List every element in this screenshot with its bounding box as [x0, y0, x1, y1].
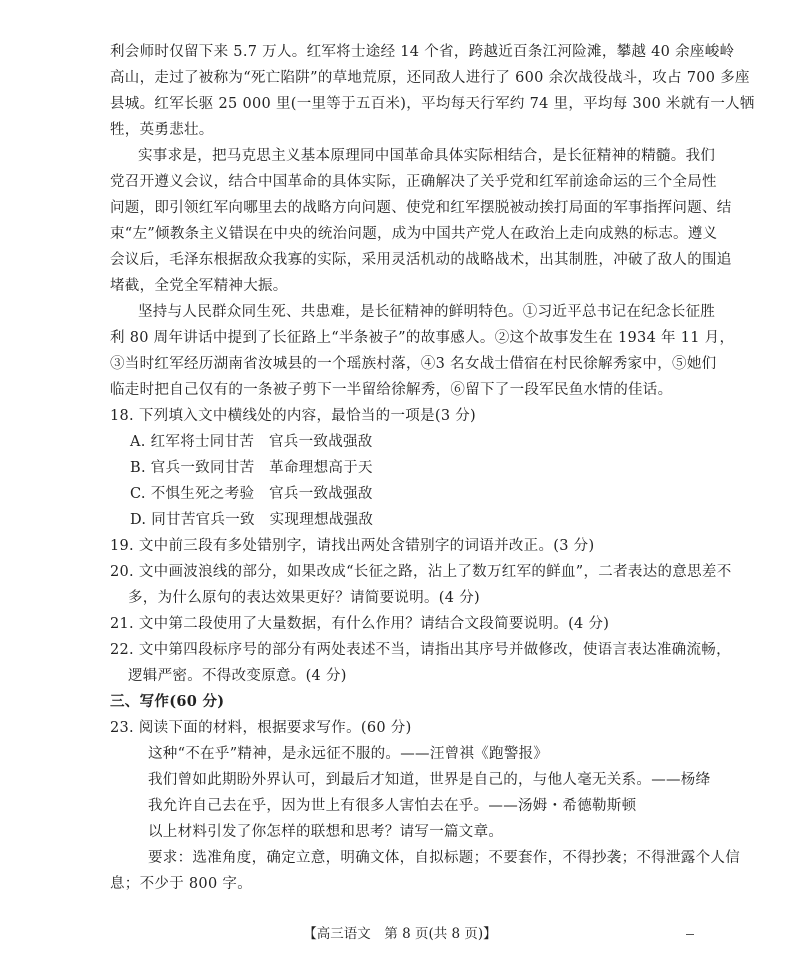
material-2: 我们曾如此期盼外界认可，到最后才知道，世界是自己的，与他人毫无关系。——杨绛	[148, 772, 711, 788]
page-footer: 【高三语文 第 8 页(共 8 页)】	[303, 926, 497, 942]
question-22-line-1: 22. 文中第四段标序号的部分有两处表述不当，请指出其序号并做修改，使语言表达准确流畅，	[110, 642, 731, 658]
question-18-option-a: A. 红军将士同甘苦 官兵一致战强敌	[130, 434, 373, 450]
question-19: 19. 文中前三段有多处错别字，请找出两处含错别字的词语并改正。(3 分)	[110, 538, 595, 554]
passage-p3-line-4: 束“左”倾教条主义错误在中央的统治问题，成为中国共产党人在政治上走向成熟的标志。遵义	[110, 226, 718, 242]
question-18-option-d: D. 同甘苦官兵一致 实现理想战强敌	[130, 512, 374, 528]
section-title-writing: 三、写作(60 分)	[110, 693, 225, 710]
question-23-stem: 23. 阅读下面的材料，根据要求写作。(60 分)	[110, 720, 412, 736]
question-20-line-1: 20. 文中画波浪线的部分，如果改成“长征之路，沾上了数万红军的鲜血”，二者表达的意思差不	[110, 564, 732, 580]
question-18-stem: 18. 下列填入文中横线处的内容，最恰当的一项是(3 分)	[110, 408, 477, 424]
question-18-option-c: C. 不惧生死之考验 官兵一致战强敌	[130, 486, 373, 502]
passage-p2-line-2: 高山，走过了被称为“死亡陷阱”的草地荒原，还同敌人进行了 600 余次战役战斗，攻占 700 多座	[110, 70, 750, 86]
passage-p4-line-3: ③当时红军经历湖南省汝城县的一个瑶族村落，④3 名女战士借宿在村民徐解秀家中，⑤她们	[110, 356, 717, 372]
writing-requirements-line-1: 要求：选准角度，确定立意，明确文体，自拟标题；不要套作，不得抄袭；不得泄露个人信	[148, 850, 740, 866]
question-22-line-2: 逻辑严密。不得改变原意。(4 分)	[128, 668, 347, 684]
passage-p4-line-2: 利 80 周年讲话中提到了长征路上“半条被子”的故事感人。②这个故事发生在 1934 年 11 月，	[110, 330, 735, 346]
writing-requirements-line-2: 息；不少于 800 字。	[110, 876, 252, 892]
passage-p2-line-3: 县城。红军长驱 25 000 里(一里等于五百米)，平均每天行军约 74 里，平均每 300 米就有一人牺	[110, 96, 755, 112]
question-21: 21. 文中第二段使用了大量数据，有什么作用？请结合文段简要说明。(4 分)	[110, 616, 610, 632]
passage-p3-line-3: 问题，即引领红军向哪里去的战略方向问题、使党和红军摆脱被动挨打局面的军事指挥问题、结	[110, 200, 732, 216]
passage-p3-line-2: 党召开遵义会议，结合中国革命的具体实际，正确解决了关乎党和红军前途命运的三个全局性	[110, 174, 717, 190]
passage-p2-line-1: 利会师时仅留下来 5.7 万人。红军将士途经 14 个省，跨越近百条江河险滩，攀越 40 余座峻岭	[110, 44, 735, 60]
question-20-line-2: 多，为什么原句的表达效果更好？请简要说明。(4 分)	[128, 590, 480, 606]
material-3: 我允许自己去在乎，因为世上有很多人害怕去在乎。——汤姆・希德勒斯顿	[148, 798, 637, 814]
footer-mark	[686, 934, 694, 935]
question-18-option-b: B. 官兵一致同甘苦 革命理想高于天	[130, 460, 373, 476]
material-1: 这种“不在乎”精神，是永远征不服的。——汪曾祺《跑警报》	[148, 746, 549, 762]
passage-p3-line-5: 会议后，毛泽东根据敌众我寡的实际，采用灵活机动的战略战术，出其制胜，冲破了敌人的围追	[110, 252, 732, 268]
passage-p2-line-4: 牲，英勇悲壮。	[110, 122, 214, 138]
passage-p3-line-6: 堵截，全党全军精神大振。	[110, 278, 288, 294]
writing-prompt: 以上材料引发了你怎样的联想和思考？请写一篇文章。	[148, 824, 504, 840]
passage-p3-line-1: 实事求是，把马克思主义基本原理同中国革命具体实际相结合，是长征精神的精髓。我们	[138, 148, 716, 164]
passage-p4-line-1: 坚持与人民群众同生死、共患难，是长征精神的鲜明特色。①习近平总书记在纪念长征胜	[138, 304, 716, 320]
passage-p4-line-4: 临走时把自己仅有的一条被子剪下一半留给徐解秀，⑥留下了一段军民鱼水情的佳话。	[110, 382, 673, 398]
